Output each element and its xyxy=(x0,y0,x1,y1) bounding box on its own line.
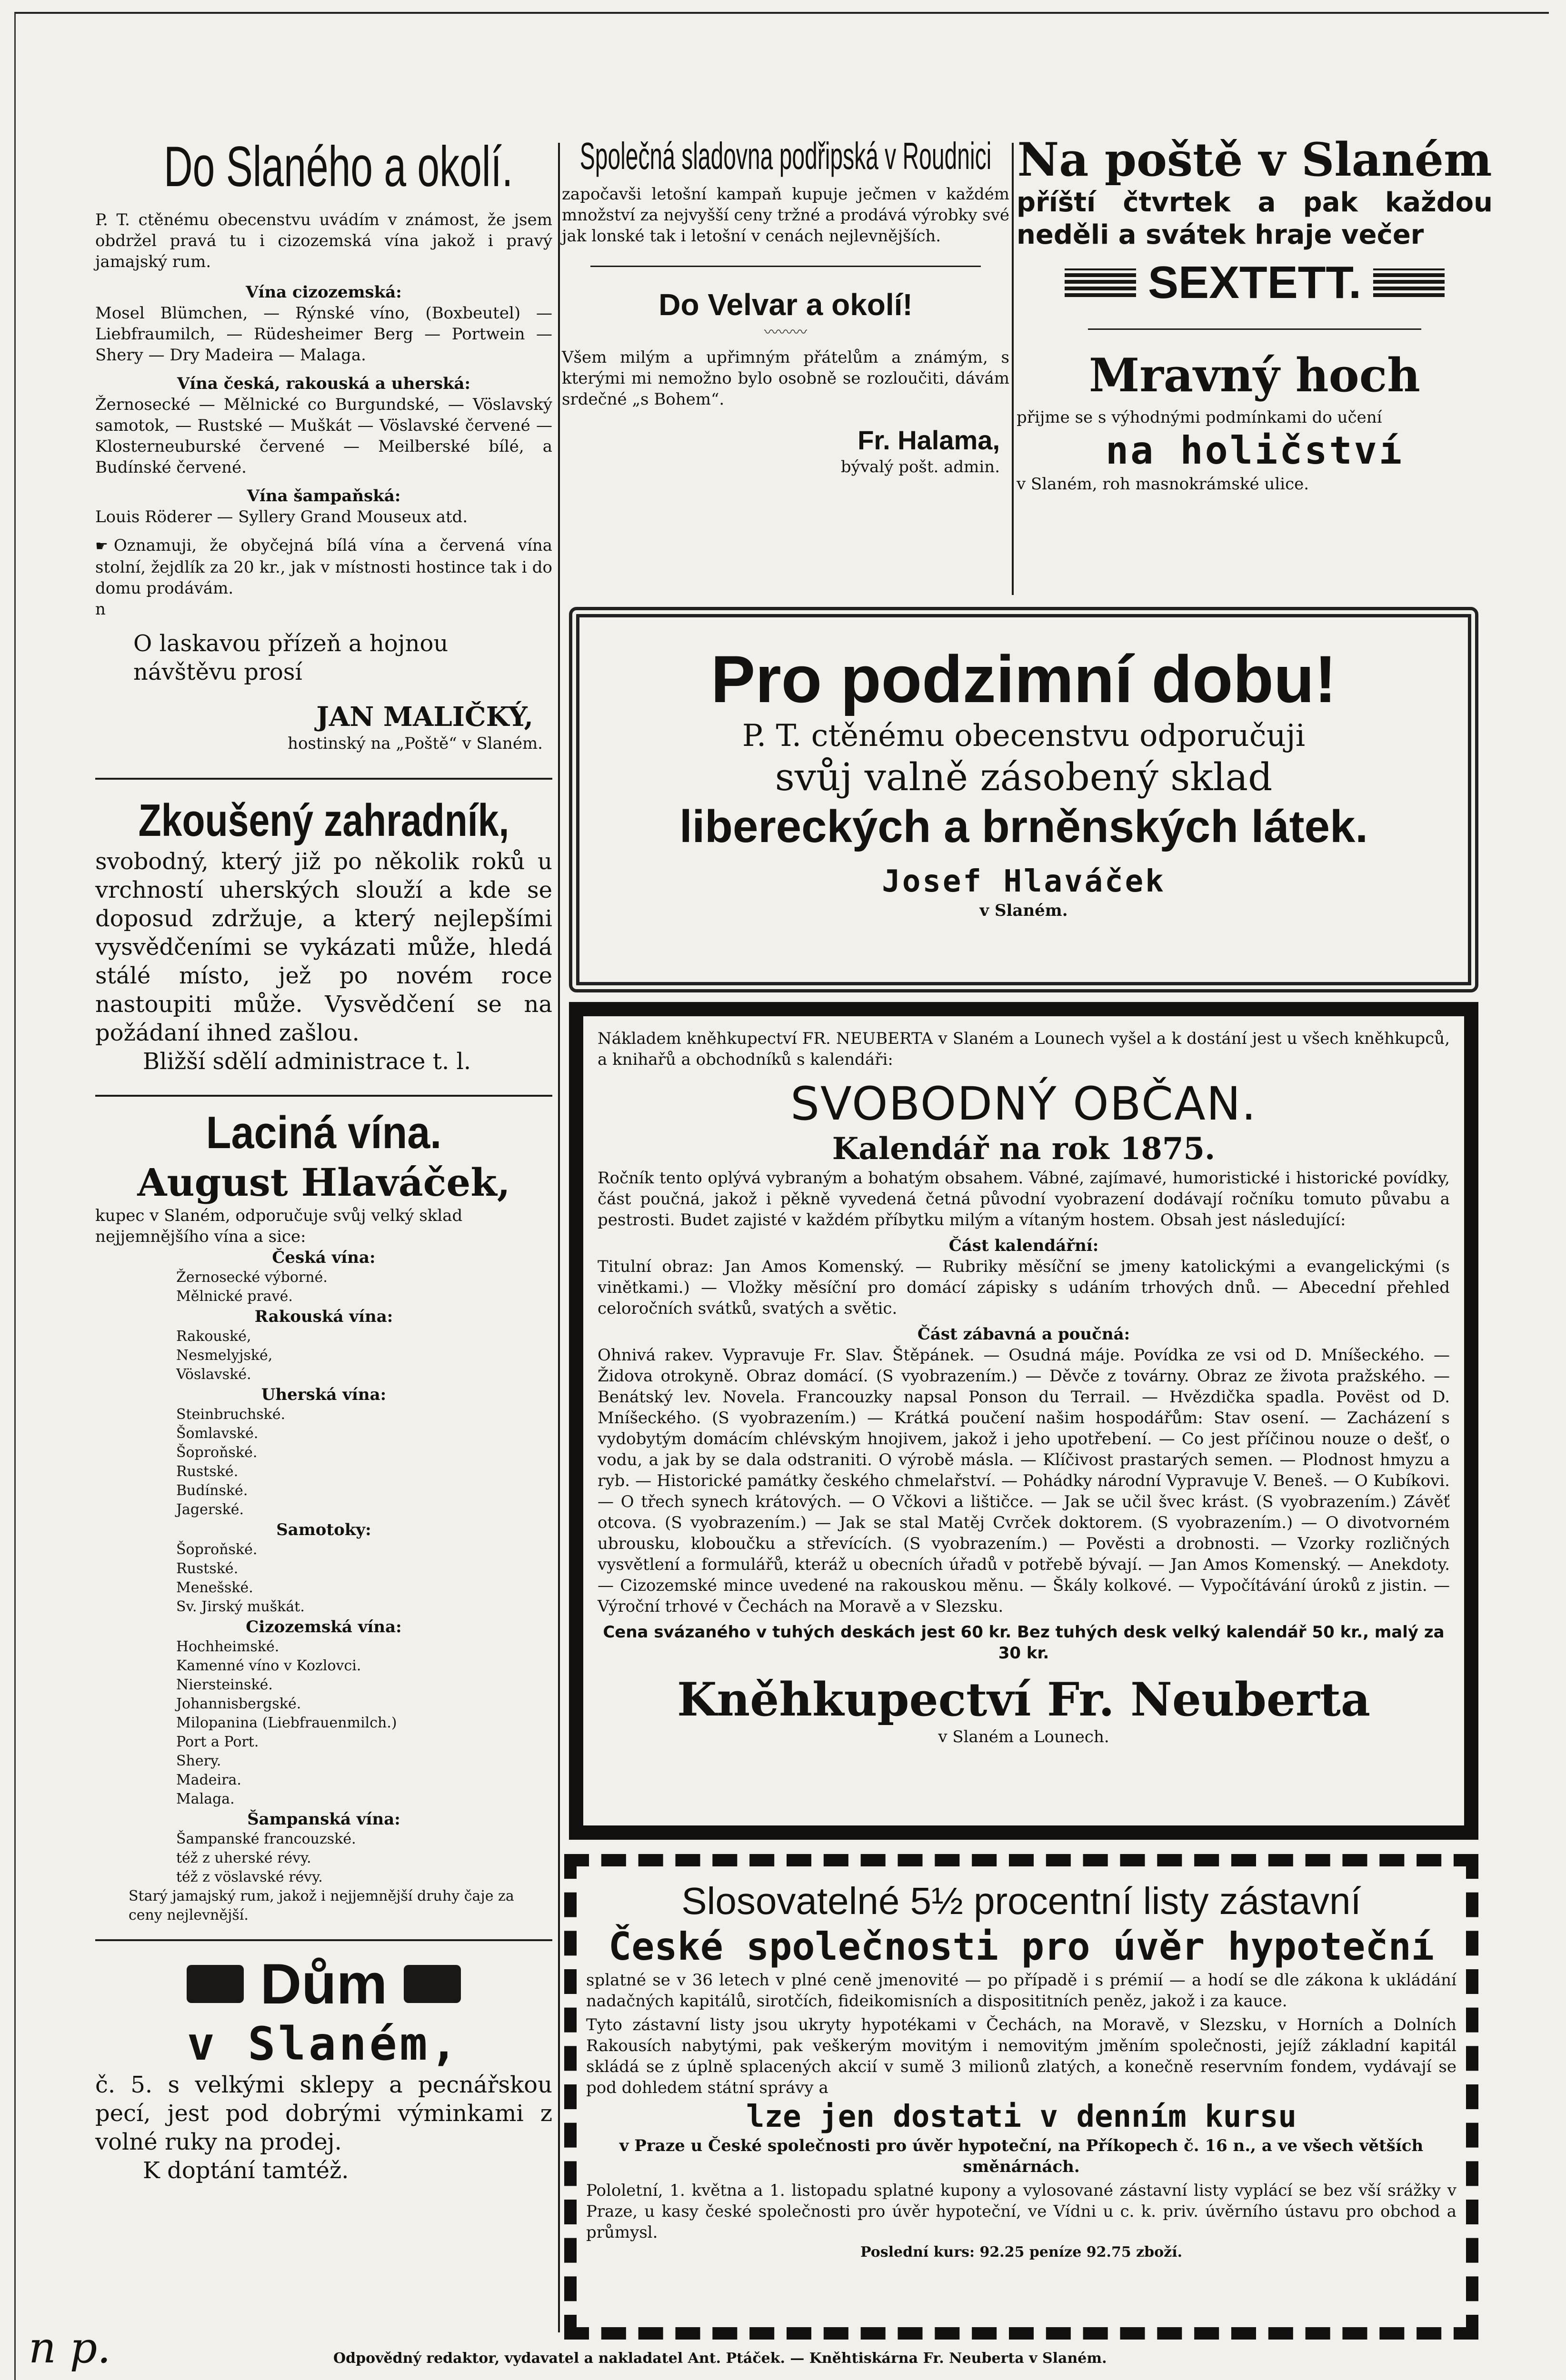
bonds-ad xyxy=(586,1878,1456,2262)
wine-item: Rustské. xyxy=(176,1463,239,1480)
slany-note-text: Oznamuji, že obyčejná bílá vína a červená vína stolní, žejdlík za 20 kr., jak v místnosti hostince tak i do domu prodávám. xyxy=(95,536,552,598)
czech-wines-heading: Vína česká, rakouská a uherská: xyxy=(177,374,471,393)
post-ad xyxy=(1017,133,1493,309)
calendar-ad xyxy=(598,1028,1450,1747)
wine-item: Šoproňské. xyxy=(176,1541,258,1558)
column-rule-2 xyxy=(1012,143,1014,595)
velvary-role: bývalý pošt. admin. xyxy=(840,457,1000,476)
wine-item: též z vöslavské révy. xyxy=(176,1869,323,1885)
gardener-body: svobodný, který již po několik roků u vrchností uherských slouží a kde se doposud zdržuje, a který nejlepšími vysvědčeními se vykázati může, hledá stálé místo, jež po novém roce nastoupiti může. Vysvědčení se na požádaní ihned zašlou. xyxy=(95,848,552,1046)
wine-item: Rustské. xyxy=(176,1560,239,1577)
wine-item: Vöslavské. xyxy=(176,1366,251,1383)
wines-section xyxy=(95,1809,552,1887)
czech-wines-list: Žernosecké — Mělnické co Burgundské, — Vöslavský samotok, — Rustské — Muškát — Vöslavské červené — Klosterneuburské červené — Meilberské bílé, a Budínské červené. xyxy=(95,395,552,477)
wines-section xyxy=(95,1384,552,1519)
foreign-wines-list: Mosel Blümchen, — Rýnské víno, (Boxbeutel) — Liebfraumilch, — Rüdesheimer Berg — Portwein — Shery — Dry Madeira — Malaga. xyxy=(95,304,552,365)
wine-item: Kamenné víno v Kozlovci. xyxy=(176,1657,361,1674)
wines-section-heading: Česká vína: xyxy=(272,1248,376,1267)
boy-trade: na holičství xyxy=(1106,428,1404,473)
margin-handwriting: n p. xyxy=(29,2323,111,2373)
calendar-part2: Ohnivá rakev. Vypravuje Fr. Slav. Štěpánek. — Osudná máje. Povídka ze vsi od D. Mníšeckého. — Židova otrokyně. Obraz domácí. (S vyobrazením.) — Děvče z továrny. Obraz ze života pražského. — Benátský lev. Novela. Francouzky napsal Ponson du Terrail. — Hvězdička spadla. Povëst od D. Mníšeckého. (S vyobrazením.) — Krátká poučení našim hospodářům: Stav osení. — Zacházení s vydobytým domácím chlévským hnojivem, jakož i jeho upotřebení. — Co jest příčinou nouze o dešť, o vodu, a jak by se dala odstraniti. O výrobě másla. — Klíčivost prastarých semen. — Plodnost hmyzu a ryb. — Historické památky českého chmelařství. — Pohádky národní Vypravuje V. Beneš. — O Kubíkovi. — O třech synech krátových. — O Včkovi a lištičce. — Jak se učil švec krást. (S vyobrazením.) Závěť otcova. (S vyobrazením.) — Jak se stal Matěj Cvrček doktorem. (S vyobrazením.) — O divotvorném ubrousku, kloboučku a střevících. (S vyobrazením.) — Pověsti a drobnosti. — Vzorky rozličných vysvětlení a formulářů, kteráž u obecních úřadů v potřebě bývají. — Jan Amos Komenský. — Anekdoty. — Cizozemské mince uvedené na rakouskou měnu. — Škály kolkové. — Vypočítávání úroků z jistin. — Výroční trhové v Čechách na Moravě a v Slezsku. xyxy=(598,1346,1450,1616)
house-ad xyxy=(95,1951,552,2185)
column-rule-1 xyxy=(558,143,560,2332)
wines-ad xyxy=(95,1106,552,1925)
wine-item: Hochheimské. xyxy=(176,1638,279,1655)
autumn-title: Pro podzimní dobu! xyxy=(710,642,1337,716)
calendar-ad-frame xyxy=(569,1002,1478,1840)
bonds-kurs: Poslední kurs: 92.25 peníze 92.75 zboží. xyxy=(860,2244,1183,2261)
autumn-ad xyxy=(579,641,1468,921)
velvary-signer: Fr. Halama, xyxy=(858,425,1000,455)
wines-section-heading: Cizozemská vína: xyxy=(246,1617,402,1636)
calendar-part1: Titulní obraz: Jan Amos Komenský. — Rubriky měsíční se jmeny katolickými a evangelickými (s vinětkami.) — Vložky měsíční pro domácí zápisky s udáním trhových dnů. — Abecední přehled celoročních svátků, svatých a světic. xyxy=(598,1257,1450,1318)
slany-ad xyxy=(95,133,552,754)
wine-item: Menešské. xyxy=(176,1579,253,1596)
calendar-shop-town: v Slaném a Lounech. xyxy=(938,1727,1109,1746)
slany-signer-role: hostinský na „Poště“ v Slaném. xyxy=(288,734,543,753)
wines-sections xyxy=(95,1247,552,1887)
autumn-line-2: svůj valně zásobený sklad xyxy=(775,755,1273,799)
post-line: příští čtvrtek a pak každou neděli a svátek hraje večer xyxy=(1017,187,1493,250)
bonds-title-3: lze jen dostati v denním kursu xyxy=(746,2099,1297,2134)
wine-item: Steinbruchské. xyxy=(176,1406,286,1423)
boy-addr: v Slaném, roh masnokrámské ulice. xyxy=(1017,475,1309,494)
boy-line: přijme se s výhodnými podmínkami do učení xyxy=(1017,408,1382,427)
autumn-signer: Josef Hlaváček xyxy=(882,864,1166,899)
boy-ad xyxy=(1017,349,1493,495)
bonds-paragraph-3: v Praze u České společnosti pro úvěr hypoteční, na Příkopech č. 16 n., a ve všech větších směnárnách. xyxy=(619,2136,1424,2176)
calendar-part2-heading: Část zábavná a poučná: xyxy=(917,1325,1130,1344)
wine-item: Jagerské. xyxy=(176,1501,244,1518)
wine-item: Šomlavské. xyxy=(176,1425,259,1442)
malt-body: započavši letošní kampaň kupuje ječmen v každém množství za nejvyšší ceny tržné a prodává výrobky své jak lonské tak i letošní v cenách nejlevnějších. xyxy=(562,185,1009,246)
rule-after-post xyxy=(1088,328,1421,330)
wavy-divider-icon: 〰〰〰 xyxy=(764,324,807,341)
wines-section xyxy=(95,1306,552,1384)
wines-section xyxy=(95,1247,552,1306)
bonds-paragraph-1: splatné se v 36 letech v plné ceně jmenovité — po případě i s prémií — a hodí se dle zákona k ukládání nadačných kapitálů, sirotčích, fideikomisních a disposititních peněz, jakož i za kauce. xyxy=(586,1971,1456,2011)
slany-signer: JAN MALIČKÝ, xyxy=(316,701,533,733)
house-title: Dům xyxy=(260,1952,388,2016)
slany-title: Do Slaného a okolí. xyxy=(164,135,513,198)
wine-item: Šampanské francouzské. xyxy=(176,1831,356,1847)
velvary-ad xyxy=(562,286,1009,477)
wine-item: Žernosecké výborné. xyxy=(176,1269,328,1286)
wine-item: Budínské. xyxy=(176,1482,248,1499)
wines-seller: August Hlaváček, xyxy=(137,1160,510,1205)
velvary-body: Všem milým a upřimným přátelům a známým, s kterými mi nemožno bylo osobně se rozloučiti, dávám srdečné „s Bohem“. xyxy=(562,348,1009,409)
pointing-hand-icon xyxy=(1065,268,1136,297)
wine-item: též z uherské révy. xyxy=(176,1850,311,1866)
rule-after-slany xyxy=(95,778,552,780)
house-town: v Slaném, xyxy=(187,2017,461,2071)
malt-title: Společná sladovna podřipská v Roudnici xyxy=(579,135,992,177)
bonds-title-2: České společnosti pro úvěr hypoteční xyxy=(608,1924,1434,1969)
slany-intro: P. T. ctěnému obecenstvu uvádím v známost, že jsem obdržel pravá tu i cizozemská vína jakož i pravý jamajský rum. xyxy=(95,210,552,271)
wine-item: Milopanina (Liebfrauenmilch.) xyxy=(176,1715,397,1731)
imprint-footer: Odpovědný redaktor, vydavatel a nakladatel Ant. Ptáček. — Kněhtiskárna Fr. Neuberta v Slaném. xyxy=(333,2350,1107,2367)
calendar-title: SVOBODNÝ OBČAN. xyxy=(790,1077,1257,1130)
left-column xyxy=(95,133,552,2185)
pointing-hand-icon xyxy=(1373,268,1445,297)
bonds-paragraph-2: Tyto zástavní listy jsou ukryty hypotékami v Čechách, na Moravě, v Slezsku, v Horních a Dolních Rakousích nabytými, pak veškerým movitým i nemovitým jměním společnosti, jejíž základní kapitál skládá se z úplně splacených akcií v sumě 3 milionů zlatých, a konečně reservním fondem, vydávají se pod dohledem státní správy a xyxy=(586,2015,1456,2097)
champagne-list: Louis Röderer — Syllery Grand Mouseux atd. xyxy=(95,507,468,526)
slany-note xyxy=(95,535,552,599)
wine-item: Sv. Jirský muškát. xyxy=(176,1598,305,1615)
house-body: č. 5. s velkými sklepy a pecnářskou pecí, jest pod dobrými výminkami z volné ruky na prodej. xyxy=(95,2072,552,2155)
wine-item: Malaga. xyxy=(176,1791,235,1807)
post-band: SEXTETT. xyxy=(1147,257,1362,308)
slany-note-mark: n xyxy=(95,600,106,619)
wine-item: Nesmelyjské, xyxy=(176,1347,273,1364)
wine-item: Johannisbergské. xyxy=(176,1696,301,1712)
wines-section xyxy=(95,1519,552,1616)
calendar-shop: Kněhkupectví Fr. Neuberta xyxy=(677,1673,1371,1726)
wines-section xyxy=(95,1616,552,1809)
house-title-row xyxy=(95,1951,552,2017)
wine-item: Shery. xyxy=(176,1753,221,1769)
house-contact: K doptání tamtéž. xyxy=(143,2157,349,2184)
gardener-more: Bližší sdělí administrace t. l. xyxy=(143,1048,471,1075)
calendar-price: Cena svázaného v tuhých deskách jest 60 kr. Bez tuhých desk velký kalendář 50 kr., malý za 30 kr. xyxy=(603,1623,1445,1663)
wines-section-heading: Šampanská vína: xyxy=(247,1810,400,1829)
champagne-heading: Vína šampaňská: xyxy=(247,486,401,506)
wines-intro: kupec v Slaném, odporučuje svůj velký sklad nejjemnějšího vína a sice: xyxy=(95,1206,463,1246)
wine-item: Rakouské, xyxy=(176,1328,251,1345)
pointing-hand-icon: ☛ xyxy=(95,538,108,555)
pointing-hand-icon xyxy=(187,1965,244,2003)
wine-item: Šoproňské. xyxy=(176,1444,258,1461)
calendar-part1-heading: Část kalendářní: xyxy=(948,1236,1099,1255)
wines-title: Laciná vína. xyxy=(206,1107,442,1158)
calendar-intro: Nákladem kněhkupectví FR. NEUBERTA v Slaném a Lounech vyšel a k dostání jest u všech kněhkupců, a knihařů a obchodníků s kalendáři: xyxy=(598,1029,1450,1069)
rule-after-wines xyxy=(95,1939,552,1941)
wines-section-heading: Uherská vína: xyxy=(261,1385,387,1404)
bonds-title-1: Slosovatelné 5½ procentní listy zástavní xyxy=(681,1880,1361,1922)
autumn-ad-frame xyxy=(569,607,1478,992)
post-title: Na poště v Slaném xyxy=(1017,133,1492,187)
wines-section-heading: Rakouská vína: xyxy=(254,1307,393,1326)
bonds-paragraph-4: Pololetní, 1. května a 1. listopadu splatné kupony a vylosované zástavní listy vyplácí se bez vší srážky v Praze, u kasy české společnosti pro úvěr hypoteční, ve Vídni u c. k. priv. úvěrního ústavu pro obchod a průmysl. xyxy=(586,2181,1456,2242)
gardener-title: Zkoušený zahradník, xyxy=(138,795,509,846)
wine-item: Niersteinské. xyxy=(176,1676,273,1693)
autumn-line-1: P. T. ctěnému obecenstvu odporučuji xyxy=(742,718,1306,754)
calendar-subtitle: Kalendář na rok 1875. xyxy=(832,1131,1216,1167)
wine-item: Port a Port. xyxy=(176,1734,259,1750)
rule-after-gardener xyxy=(95,1095,552,1097)
bonds-ad-frame xyxy=(564,1854,1478,2340)
slany-plea: O laskavou přízeň a hojnou návštěvu prosí xyxy=(133,630,449,685)
foreign-wines-heading: Vína cizozemská: xyxy=(246,283,402,302)
wines-section-heading: Samotoky: xyxy=(276,1520,371,1539)
pointing-hand-icon xyxy=(404,1965,461,2003)
gardener-ad xyxy=(95,794,552,1076)
malt-ad xyxy=(562,133,1009,247)
boy-title: Mravný hoch xyxy=(1089,348,1420,402)
middle-column xyxy=(562,133,1009,477)
autumn-line-3: libereckých a brněnských látek. xyxy=(679,801,1368,852)
velvary-title: Do Velvar a okolí! xyxy=(658,288,913,322)
wines-footer: Starý jamajský rum, jakož i nejjemnější druhy čaje za ceny nejlevnější. xyxy=(129,1888,514,1924)
wine-item: Madeira. xyxy=(176,1772,241,1788)
calendar-description: Ročník tento oplývá vybraným a bohatým obsahem. Vábné, zajímavé, humoristické i historické povídky, část poučná, jakož i pěkně vyvedená četná původní vyobrazení dodávají ročníku tomuto půvabu a pestrosti. Budet zajisté v každém příbytku milým a vítaným hostem. Obsah jest následující: xyxy=(598,1169,1450,1230)
right-column xyxy=(1017,133,1493,495)
autumn-town: v Slaném. xyxy=(979,901,1068,920)
wine-item: Mělnické pravé. xyxy=(176,1288,293,1305)
rule-after-malt xyxy=(590,266,981,267)
post-band-row xyxy=(1017,256,1493,309)
